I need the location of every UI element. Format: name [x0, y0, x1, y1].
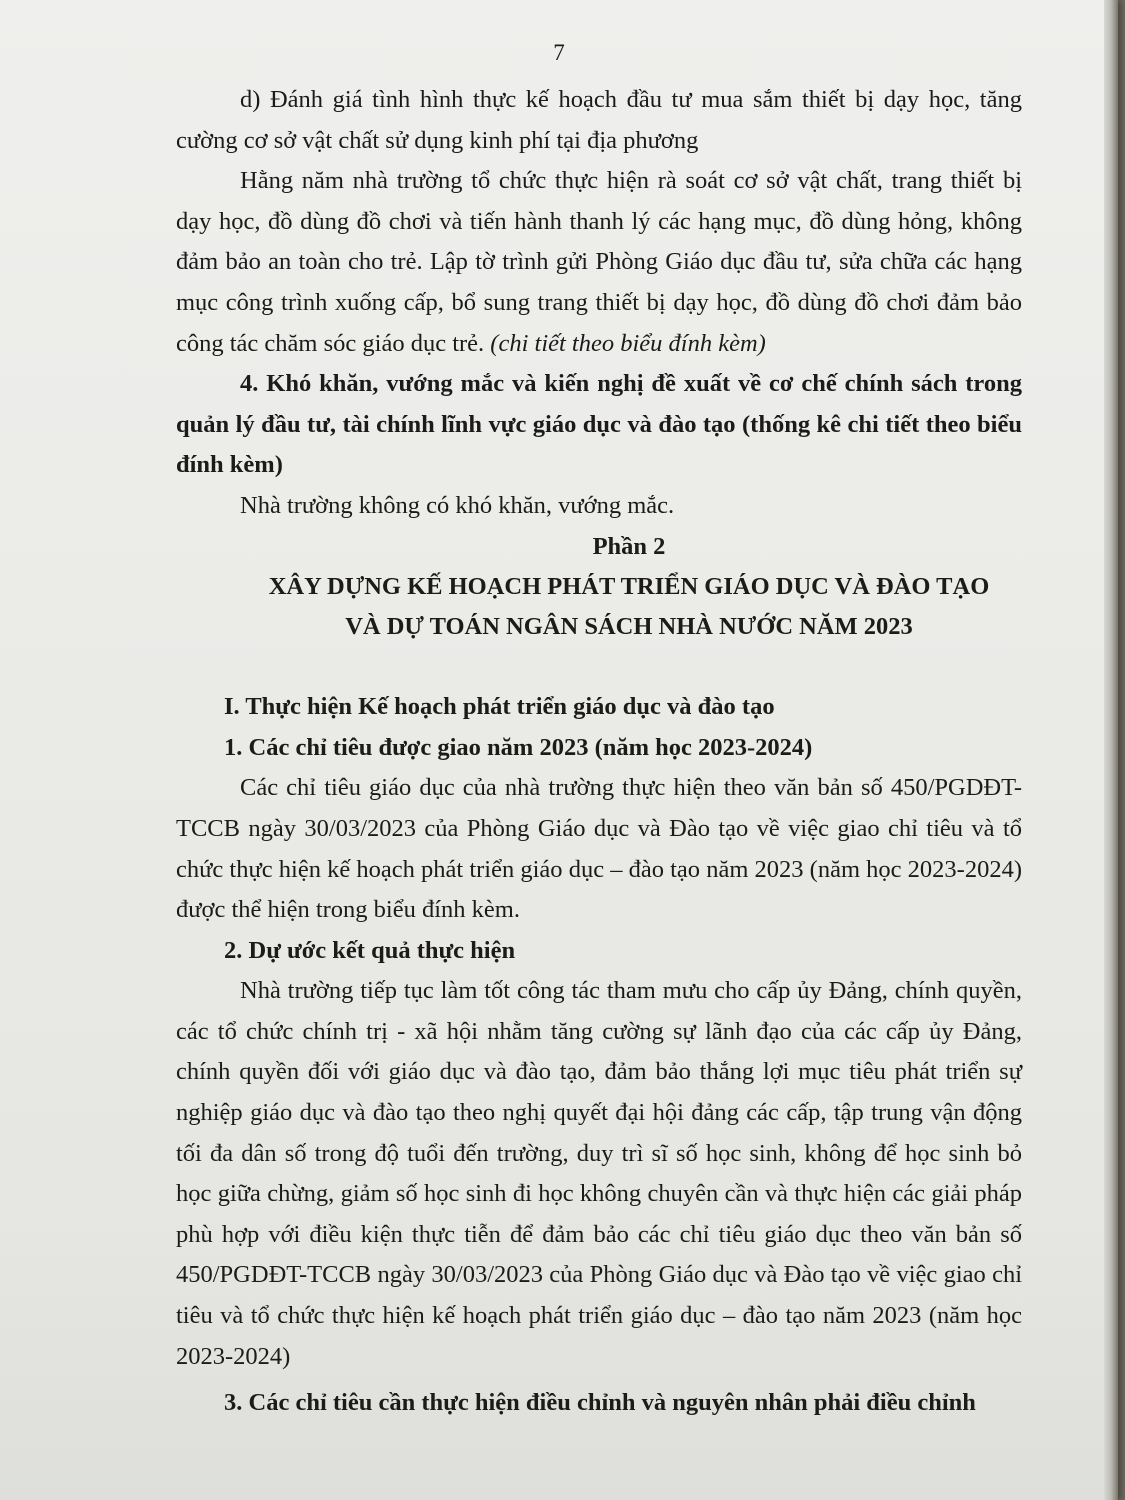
part-2-title: [176, 567, 1022, 647]
page-number: 7: [553, 40, 565, 65]
section-d-body-text: Hằng năm nhà trường tổ chức thực hiện rà soát cơ sở vật chất, trang thiết bị dạy học, đồ dùng đồ chơi và tiến hành thanh lý các hạng mục, đồ dùng hỏng, không đảm bảo an toàn cho trẻ. Lập tờ trình gửi Phòng Giáo dục đầu tư, sửa chữa các hạng mục công trình xuống cấp, bổ sung trang thiết bị dạy học, đồ dùng đồ chơi đảm bảo công tác chăm sóc giáo dục trẻ.: [176, 167, 1022, 357]
page-edge: [1104, 0, 1118, 1500]
item-2-body: Nhà trường tiếp tục làm tốt công tác tham mưu cho cấp ủy Đảng, chính quyền, các tổ chức chính trị - xã hội nhằm tăng cường sự lãnh đạo của các cấp ủy Đảng, chính quyền đối với giáo dục và đào tạo, đảm bảo thắng lợi mục tiêu phát triển sự nghiệp giáo dục và đào tạo theo nghị quyết đại hội đảng các cấp, tập trung vận động tối đa dân số trong độ tuổi đến trường, duy trì sĩ số học sinh, không để học sinh bỏ học giữa chừng, giảm số học sinh đi học không chuyên cần và thực hiện các giải pháp phù hợp với điều kiện thực tiễn để đảm bảo các chỉ tiêu giáo dục theo văn bản số 450/PGDĐT-TCCB ngày 30/03/2023 của Phòng Giáo dục và Đào tạo về việc giao chỉ tiêu và tổ chức thực hiện kế hoạch phát triển giáo dục – đào tạo năm 2023 (năm học 2023-2024): [176, 977, 1022, 1370]
section-d-body: [176, 161, 1022, 364]
part-2-title-line-1: XÂY DỰNG KẾ HOẠCH PHÁT TRIỂN GIÁO DỤC VÀ ĐÀO TẠO: [268, 573, 990, 601]
section-4-body: Nhà trường không có khó khăn, vướng mắc.: [240, 491, 675, 519]
section-d-heading: d) Đánh giá tình hình thực kế hoạch đầu tư mua sắm thiết bị dạy học, tăng cường cơ sở vật chất sử dụng kinh phí tại địa phương: [176, 86, 1022, 154]
section-i-heading: I. Thực hiện Kế hoạch phát triển giáo dục và đào tạo: [224, 693, 775, 721]
item-1-heading: 1. Các chỉ tiêu được giao năm 2023 (năm học 2023-2024): [224, 733, 813, 761]
document-body: [176, 80, 1022, 1424]
item-1-body: Các chỉ tiêu giáo dục của nhà trường thực hiện theo văn bản số 450/PGDĐT-TCCB ngày 30/03/2023 của Phòng Giáo dục và Đào tạo về việc giao chỉ tiêu và tổ chức thực hiện kế hoạch phát triển giáo dục – đào tạo năm 2023 (năm học 2023-2024) được thể hiện trong biểu đính kèm.: [176, 774, 1022, 924]
part-2-title-line-2: VÀ DỰ TOÁN NGÂN SÁCH NHÀ NƯỚC NĂM 2023: [345, 613, 913, 641]
item-2-heading: 2. Dự ước kết quả thực hiện: [224, 936, 516, 964]
section-d-body-note: (chi tiết theo biểu đính kèm): [490, 329, 766, 357]
section-4-heading: 4. Khó khăn, vướng mắc và kiến nghị đề xuất về cơ chế chính sách trong quản lý đầu tư, tài chính lĩnh vực giáo dục và đào tạo (thống kê chi tiết theo biểu đính kèm): [176, 370, 1022, 479]
spacer: [176, 647, 1022, 687]
part-2-label: Phần 2: [592, 532, 666, 560]
item-3-heading: 3. Các chỉ tiêu cần thực hiện điều chỉnh và nguyên nhân phải điều chỉnh: [224, 1389, 976, 1417]
